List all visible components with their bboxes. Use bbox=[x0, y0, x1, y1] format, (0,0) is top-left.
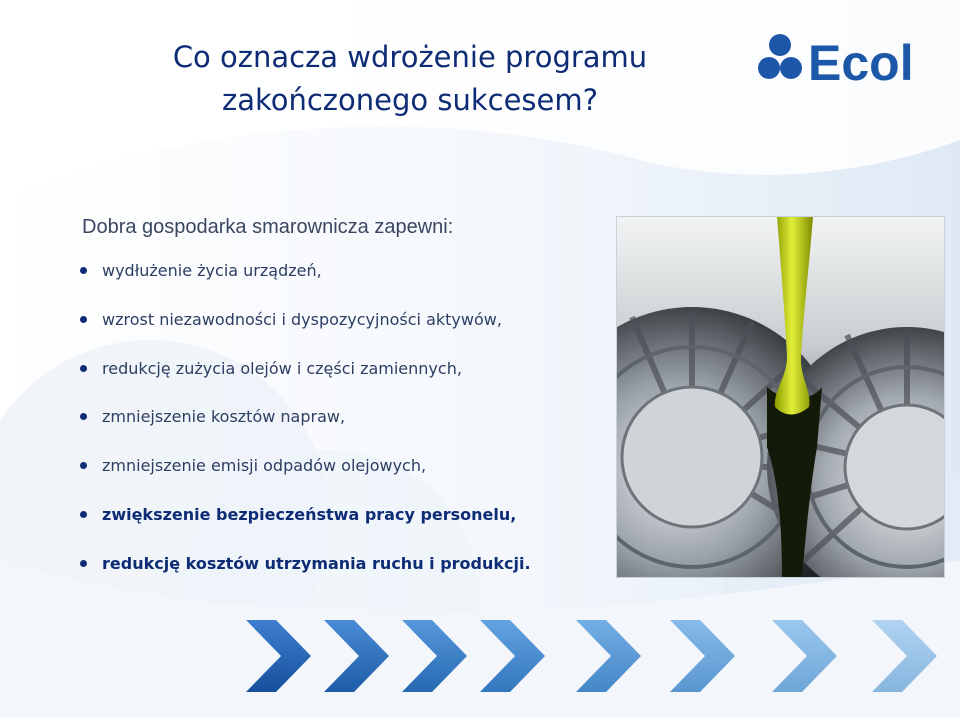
list-item bbox=[80, 305, 531, 354]
bullet-icon bbox=[80, 316, 87, 323]
list-item bbox=[80, 549, 531, 598]
chevron-arrow-icon bbox=[576, 620, 641, 692]
bullet-icon bbox=[80, 267, 87, 274]
list-item bbox=[80, 256, 531, 305]
title-line-1: Co oznacza wdrożenie programu bbox=[172, 40, 648, 74]
chevron-arrow-icon bbox=[772, 620, 837, 692]
list-item bbox=[80, 451, 531, 500]
list-item-text: redukcję zużycia olejów i części zamiennych, bbox=[102, 358, 462, 378]
list-item-text: zmniejszenie emisji odpadów olejowych, bbox=[102, 456, 427, 476]
chevron-arrow-icon bbox=[324, 620, 389, 692]
chevron-arrow-icon bbox=[246, 620, 311, 692]
bullet-icon bbox=[80, 511, 87, 518]
logo-wordmark: Ecol bbox=[808, 35, 914, 91]
list-item-text: zmniejszenie kosztów napraw, bbox=[102, 407, 346, 427]
chevron-arrow-icon bbox=[402, 620, 467, 692]
bullet-icon bbox=[80, 560, 87, 567]
bullet-icon bbox=[80, 413, 87, 420]
list-item-text: wydłużenie życia urządzeń, bbox=[102, 261, 322, 280]
ecol-logo bbox=[758, 30, 934, 92]
chevron-arrow-icon bbox=[670, 620, 735, 692]
title-line-2: zakończonego sukcesem? bbox=[221, 83, 599, 117]
list-item-text: zwiększenie bezpieczeństwa pracy personelu, bbox=[102, 504, 517, 524]
chevron-arrow-icon bbox=[480, 620, 545, 692]
chevron-arrows bbox=[246, 620, 960, 692]
gears-oil-photo bbox=[616, 216, 945, 578]
bullet-icon bbox=[80, 365, 87, 372]
benefits-list bbox=[80, 256, 531, 598]
list-item bbox=[80, 500, 531, 549]
chevron-arrow-icon bbox=[872, 620, 937, 692]
list-item bbox=[80, 354, 531, 403]
lead-text: Dobra gospodarka smarownicza zapewni: bbox=[82, 216, 454, 238]
slide-title bbox=[0, 36, 820, 122]
bullet-icon bbox=[80, 462, 87, 469]
list-item bbox=[80, 402, 531, 451]
list-item-text: redukcję kosztów utrzymania ruchu i produkcji. bbox=[102, 553, 531, 573]
list-item-text: wzrost niezawodności i dyspozycyjności aktywów, bbox=[102, 309, 502, 329]
